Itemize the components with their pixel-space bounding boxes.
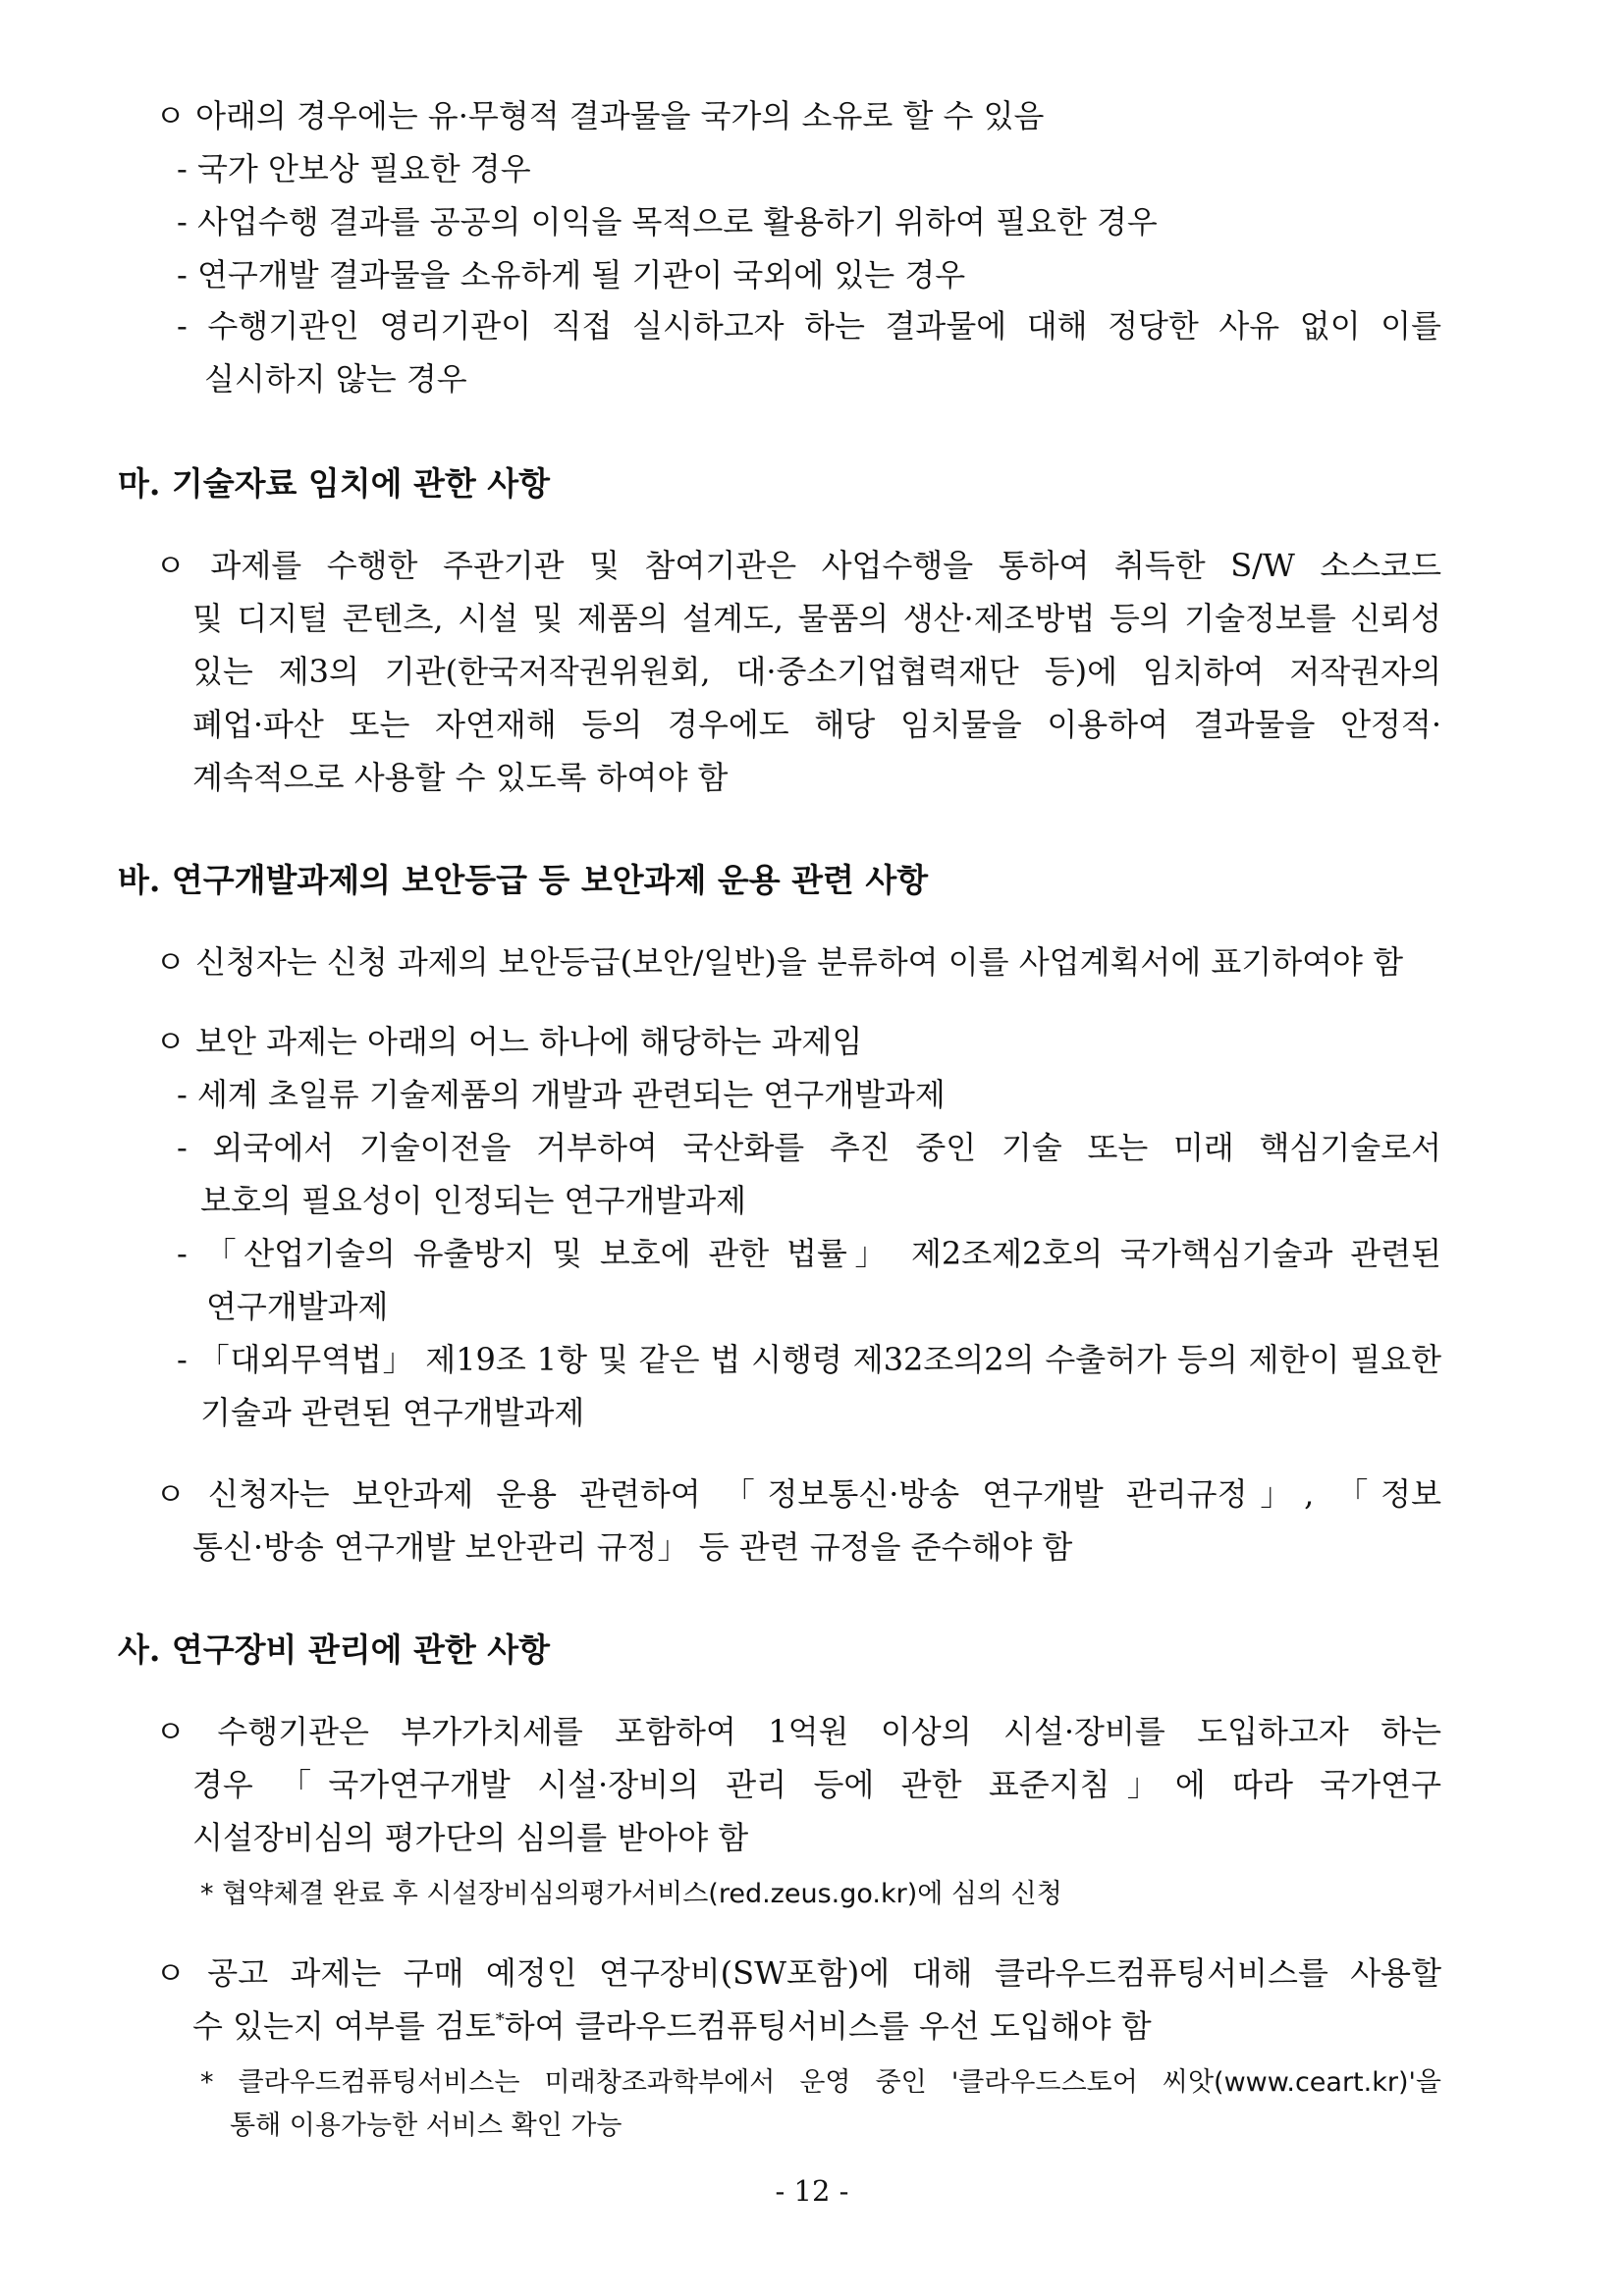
list-item-continuation: 실시하지 않는 경우 bbox=[204, 360, 467, 398]
paragraph-line bbox=[192, 2002, 1152, 2050]
list-item: - 외국에서 기술이전을 거부하여 국산화를 추진 중인 기술 또는 미래 핵심기술로서 bbox=[177, 1129, 1441, 1166]
list-item: - 「대외무역법」 제19조 1항 및 같은 법 시행령 제32조의2의 수출허가 등의 제한이 필요한 bbox=[177, 1341, 1441, 1378]
list-item: - 사업수행 결과를 공공의 이익을 목적으로 활용하기 위하여 필요한 경우 bbox=[177, 203, 1158, 240]
page-number: - 12 - bbox=[775, 2174, 849, 2208]
section-heading-sa: 사. 연구장비 관리에 관한 사항 bbox=[118, 1630, 550, 1669]
paragraph-line: ㅇ 수행기관은 부가가치세를 포함하여 1억원 이상의 시설·장비를 도입하고자 하는 bbox=[155, 1713, 1441, 1750]
paragraph-line: ㅇ 신청자는 신청 과제의 보안등급(보안/일반)을 분류하여 이를 사업계획서에 표기하여야 함 bbox=[155, 943, 1404, 981]
footnote-marker: * bbox=[495, 2009, 505, 2031]
footnote: * 클라우드컴퓨팅서비스는 미래창조과학부에서 운영 중인 '클라우드스토어 씨앗(www.ceart.kr)'을 bbox=[200, 2067, 1441, 2098]
footnote-continuation: 통해 이용가능한 서비스 확인 가능 bbox=[230, 2110, 623, 2141]
list-item-continuation: 보호의 필요성이 인정되는 연구개발과제 bbox=[200, 1182, 747, 1219]
list-item: - 연구개발 결과물을 소유하게 될 기관이 국외에 있는 경우 bbox=[177, 256, 966, 294]
text-run: 수 있는지 여부를 검토 bbox=[192, 2007, 496, 2045]
paragraph-line: 있는 제3의 기관(한국저작권위원회, 대·중소기업협력재단 등)에 임치하여 저작권자의 bbox=[192, 653, 1441, 690]
text-run: 하여 클라우드컴퓨팅서비스를 우선 도입해야 함 bbox=[504, 2007, 1152, 2045]
result-ownership-intro: ㅇ 아래의 경우에는 유·무형적 결과물을 국가의 소유로 할 수 있음 bbox=[155, 97, 1045, 134]
section-heading-ma: 마. 기술자료 임치에 관한 사항 bbox=[118, 464, 550, 503]
list-item: - 국가 안보상 필요한 경우 bbox=[177, 150, 531, 187]
paragraph-line: ㅇ 보안 과제는 아래의 어느 하나에 해당하는 과제임 bbox=[155, 1023, 863, 1060]
paragraph-line: ㅇ 과제를 수행한 주관기관 및 참여기관은 사업수행을 통하여 취득한 S/W 소스코드 bbox=[155, 547, 1441, 584]
paragraph-line: 통신·방송 연구개발 보안관리 규정」 등 관련 규정을 준수해야 함 bbox=[192, 1528, 1073, 1566]
list-item: - 세계 초일류 기술제품의 개발과 관련되는 연구개발과제 bbox=[177, 1076, 946, 1113]
paragraph-line: 폐업·파산 또는 자연재해 등의 경우에도 해당 임치물을 이용하여 결과물을 안정적· bbox=[192, 706, 1441, 743]
list-item: - 수행기관인 영리기관이 직접 실시하고자 하는 결과물에 대해 정당한 사유 없이 이를 bbox=[177, 307, 1441, 345]
section-heading-ba: 바. 연구개발과제의 보안등급 등 보안과제 운용 관련 사항 bbox=[118, 861, 929, 899]
list-item-continuation: 기술과 관련된 연구개발과제 bbox=[200, 1394, 585, 1431]
paragraph-line: ㅇ 신청자는 보안과제 운용 관련하여 「정보통신·방송 연구개발 관리규정」, 「정보 bbox=[155, 1475, 1441, 1513]
footnote: * 협약체결 완료 후 시설장비심의평가서비스(red.zeus.go.kr)에 심의 신청 bbox=[200, 1879, 1062, 1909]
paragraph-line: ㅇ 공고 과제는 구매 예정인 연구장비(SW포함)에 대해 클라우드컴퓨팅서비스를 사용할 bbox=[155, 1954, 1441, 1992]
paragraph-line: 계속적으로 사용할 수 있도록 하여야 함 bbox=[192, 759, 729, 796]
list-item-continuation: 연구개발과제 bbox=[206, 1288, 389, 1325]
paragraph-line: 및 디지털 콘텐츠, 시설 및 제품의 설계도, 물품의 생산·제조방법 등의 기술정보를 신뢰성 bbox=[192, 600, 1441, 637]
paragraph-line: 시설장비심의 평가단의 심의를 받아야 함 bbox=[192, 1819, 749, 1856]
list-item: - 「산업기술의 유출방지 및 보호에 관한 법률」 제2조제2호의 국가핵심기술과 관련된 bbox=[177, 1235, 1441, 1272]
paragraph-line: 경우 「국가연구개발 시설·장비의 관리 등에 관한 표준지침」에 따라 국가연구 bbox=[192, 1766, 1441, 1803]
